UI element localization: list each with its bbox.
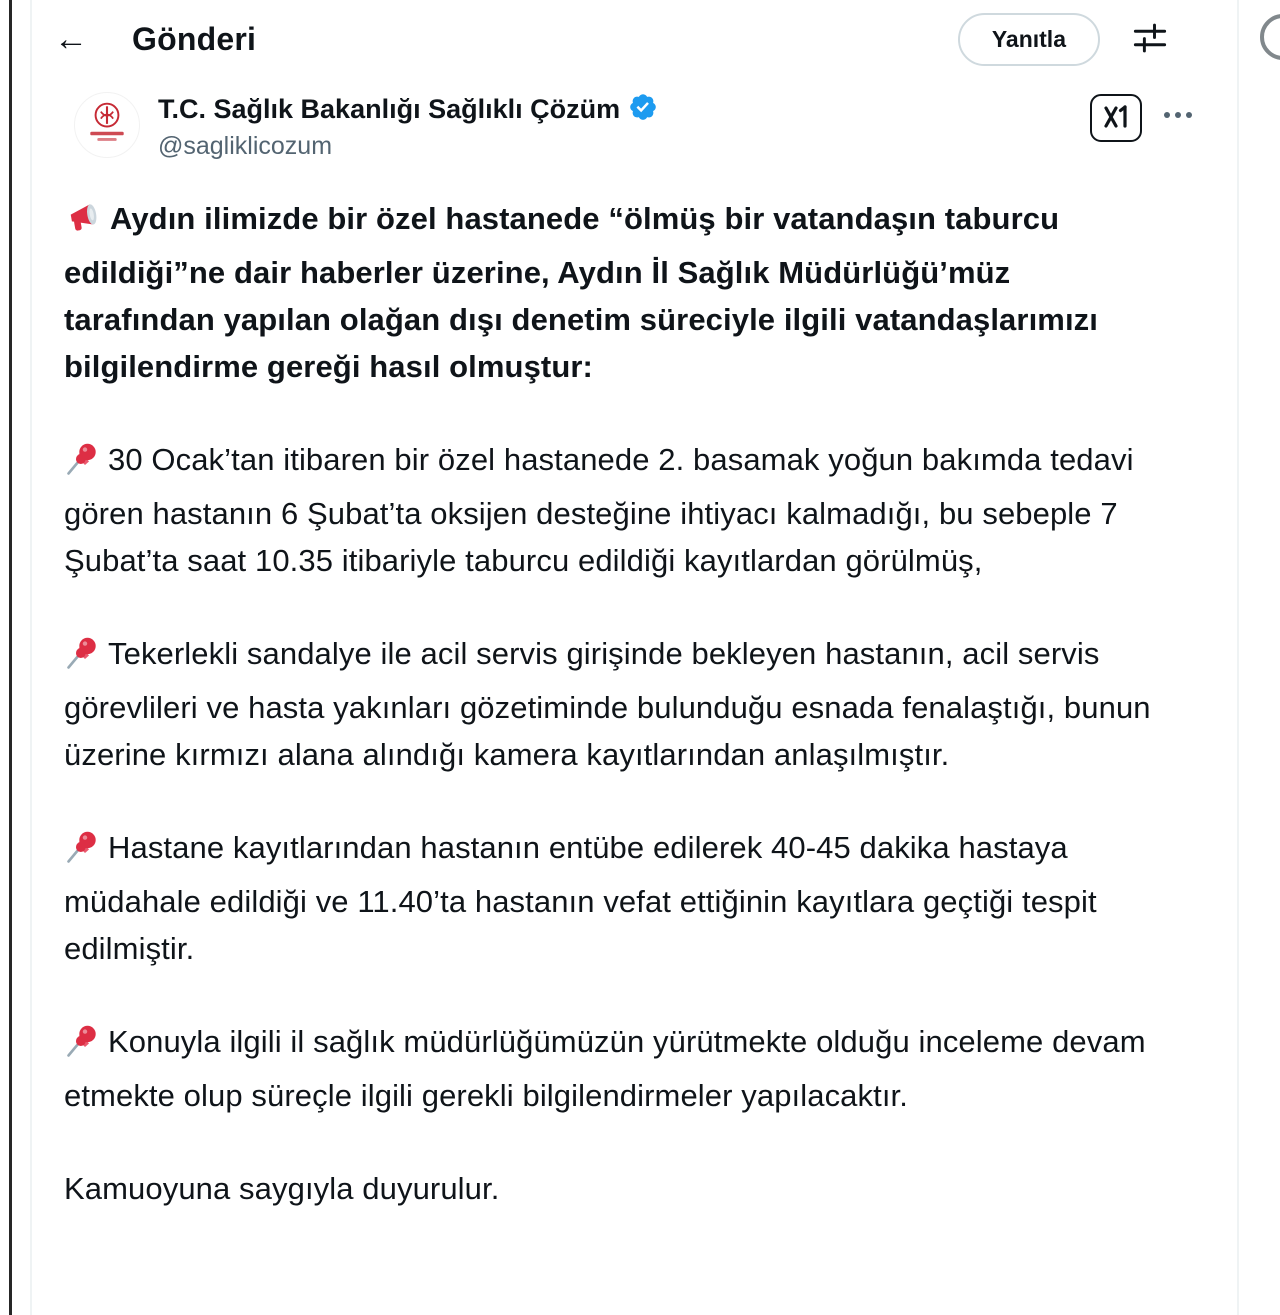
ellipsis-icon	[1164, 112, 1192, 118]
author-handle[interactable]: @sagliklicozum	[158, 132, 333, 160]
tc-saglik-bakanligi-logo-icon	[78, 94, 136, 157]
post-paragraph: Aydın ilimizde bir özel hastanede “ölmüş bir vatandaşın taburcu edildiği”ne dair haberler üzerine, Aydın İl Sağlık Müdürlüğü’müz tarafından yapılan olağan dışı denetim süreciyle ilgili vatandaşlarımızı bilgilendirme gereği hasıl olmuştur:	[64, 201, 1098, 384]
post-paragraph: Kamuoyuna saygıyla duyurulur.	[64, 1171, 500, 1206]
left-column-divider	[30, 0, 32, 1315]
author-info	[158, 92, 1090, 161]
author-row	[0, 66, 1280, 161]
verified-badge-icon	[628, 92, 658, 127]
post-paragraph: Hastane kayıtlarından hastanın entübe edilerek 40-45 dakika hastaya müdahale edildiği ve 11.40’ta hastanın vefat ettiğinin kayıtlara geçtiği tespit edilmiştir.	[64, 830, 1097, 966]
grok-actions-button[interactable]	[1090, 94, 1142, 142]
avatar[interactable]	[74, 92, 140, 158]
sliders-icon	[1132, 21, 1168, 58]
post-paragraph: 30 Ocak’tan itibaren bir özel hastanede 2. basamak yoğun bakımda tedavi gören hastanın 6 Şubat’ta oksijen desteğine ihtiyacı kalmadığı, bu sebeple 7 Şubat’ta saat 10.35 itibariyle taburcu edildiği kayıtlardan görülmüş,	[64, 442, 1134, 578]
grok-xi-icon	[1099, 102, 1133, 135]
pushpin-icon	[64, 829, 100, 878]
right-column-divider	[1237, 0, 1239, 1315]
pushpin-icon	[64, 441, 100, 490]
timeline-settings-button[interactable]	[1132, 21, 1168, 58]
back-button[interactable]: ←	[54, 22, 98, 56]
pushpin-icon	[64, 635, 100, 684]
reply-button[interactable]: Yanıtla	[958, 13, 1100, 66]
page-title: Gönderi	[132, 20, 257, 57]
more-options-button[interactable]	[1164, 112, 1192, 118]
pushpin-icon	[64, 1023, 100, 1072]
author-name[interactable]: T.C. Sağlık Bakanlığı Sağlıklı Çözüm	[158, 94, 621, 124]
window-edge-line	[9, 0, 12, 1315]
loudspeaker-icon	[64, 200, 102, 249]
post-header	[0, 0, 1280, 66]
post-paragraph: Tekerlekli sandalye ile acil servis girişinde bekleyen hastanın, acil servis görevlileri ve hasta yakınları gözetiminde bulunduğu esnada fenalaştığı, bunun üzerine kırmızı alana alındığı kamera kayıtlarından anlaşılmıştır.	[64, 636, 1151, 772]
author-actions	[1090, 94, 1192, 142]
post-paragraph: Konuyla ilgili il sağlık müdürlüğümüzün yürütmekte olduğu inceleme devam etmekte olup süreçle ilgili gerekli bilgilendirmeler yapılacaktır.	[64, 1024, 1146, 1113]
post-body	[0, 161, 1280, 1212]
